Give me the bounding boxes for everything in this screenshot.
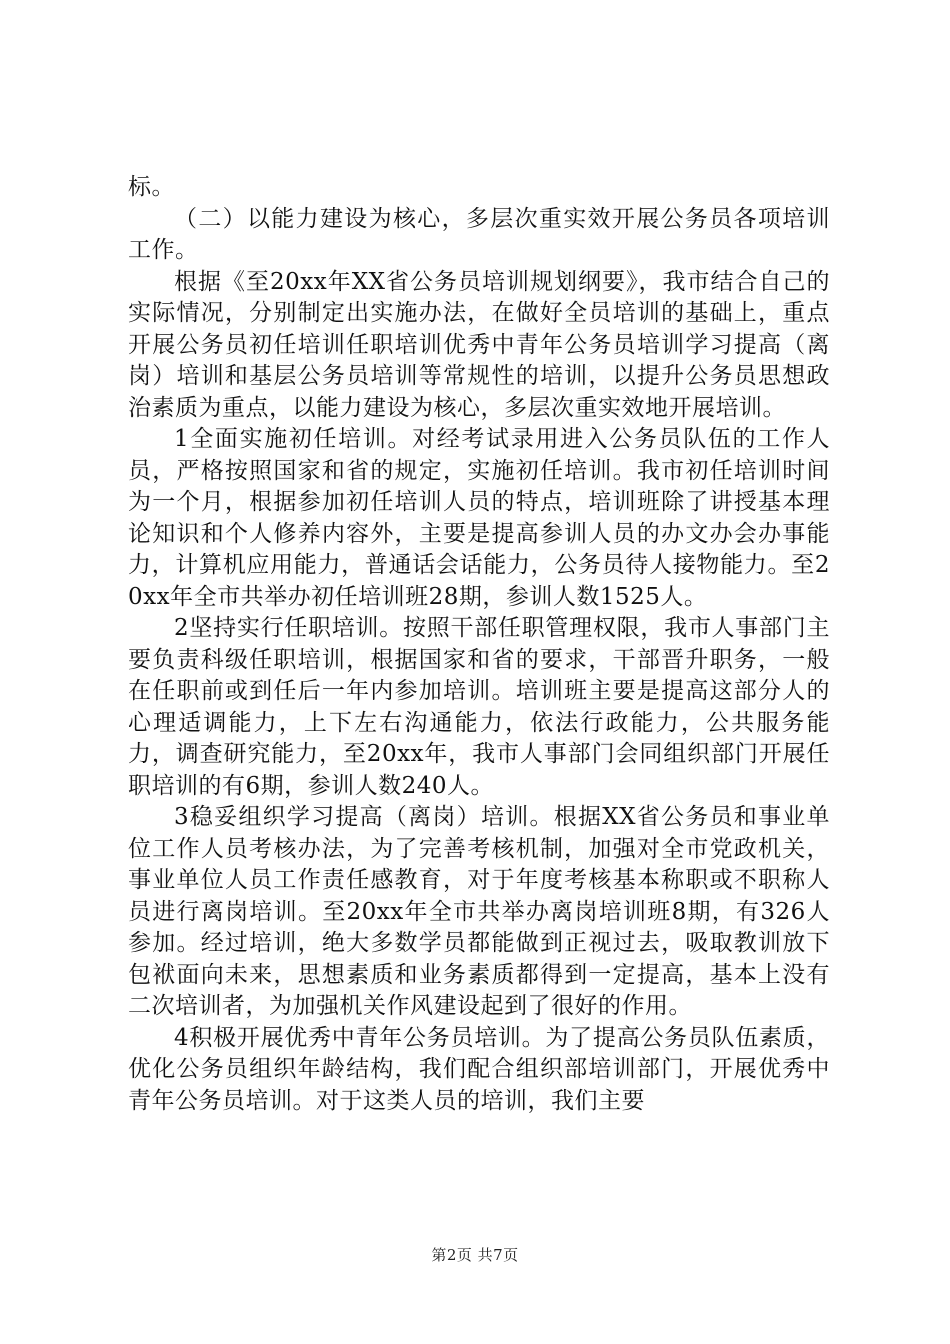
section-heading: （二）以能力建设为核心，多层次重实效开展公务员各项培训工作。 bbox=[128, 205, 830, 263]
paragraph-continuation: 标。 bbox=[128, 174, 175, 200]
paragraph-item-2: 2坚持实行任职培训。按照干部任职管理权限，我市人事部门主要负责科级任职培训，根据国家和省的要求，干部晋升职务，一般在任职前或到任后一年内参加培训。培训班主要是提高这部分人的心理适调能力，上下左右沟通能力，依法行政能力，公共服务能力，调查研究能力，至20xx年，我市人事部门会同组织部门开展任职培训的有6期，参训人数240人。 bbox=[128, 615, 830, 799]
paragraph-item-4: 4积极开展优秀中青年公务员培训。为了提高公务员队伍素质，优化公务员组织年龄结构，我们配合组织部培训部门，开展优秀中青年公务员培训。对于这类人员的培训，我们主要 bbox=[128, 1024, 830, 1114]
page-footer: 第2页 共7页 bbox=[431, 1246, 519, 1264]
paragraph-item-3: 3稳妥组织学习提高（离岗）培训。根据XX省公务员和事业单位工作人员考核办法，为了完善考核机制，加强对全市党政机关，事业单位人员工作责任感教育，对于年度考核基本称职或不职称人员进行离岗培训。至20xx年全市共举办离岗培训班8期，有326人参加。经过培训，绝大多数学员都能做到正视过去，吸取教训放下包袱面向未来，思想素质和业务素质都得到一定提高，基本上没有二次培训者，为加强机关作风建设起到了很好的作用。 bbox=[128, 804, 830, 1019]
paragraph-item-1: 1全面实施初任培训。对经考试录用进入公务员队伍的工作人员，严格按照国家和省的规定，实施初任培训。我市初任培训时间为一个月，根据参加初任培训人员的特点，培训班除了讲授基本理论知识和个人修养内容外，主要是提高参训人员的办文办会办事能力，计算机应用能力，普通话会话能力，公务员待人接物能力。至20xx年全市共举办初任培训班28期，参训人数1525人。 bbox=[128, 426, 830, 610]
paragraph-intro: 根据《至20xx年XX省公务员培训规划纲要》，我市结合自己的实际情况，分别制定出实施办法，在做好全员培训的基础上，重点开展公务员初任培训任职培训优秀中青年公务员培训学习提高（离岗）培训和基层公务员培训等常规性的培训，以提升公务员思想政治素质为重点，以能力建设为核心，多层次重实效地开展培训。 bbox=[128, 268, 830, 421]
body-text bbox=[128, 172, 830, 1117]
